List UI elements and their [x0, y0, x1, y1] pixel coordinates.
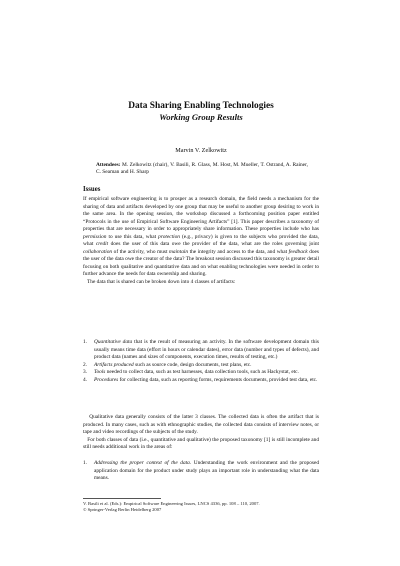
p1-text-h: The data that is shared can be broken down into 4 classes of artifacts:: [87, 279, 236, 286]
attendees-list: M. Zelkowitz (chair), V. Basili, R. Glass, M. Host, M. Mueller, T. Ostrand, A. Rainer, C. Seaman and H. Sharp: [96, 162, 308, 176]
list-number: 1.: [83, 339, 88, 345]
p1-text-e: of the activity, who must: [112, 248, 170, 255]
p1-text-f: the integrity and access to the data, and what: [188, 248, 289, 255]
list-term: Artifacts produced: [94, 361, 134, 368]
p2-text-a: Qualitative data generally consists of the latter 3 classes. The collected data is often the artifact that is produced. In many cases, such as with ethnographic studies, the collected data consists of interview notes, or tape and video recordings of the subjects of the study.: [83, 414, 319, 436]
list-text: such as source code, design documents, test plans, etc.: [133, 361, 252, 368]
p1-text-g: does the user of the data owe the creator of the data? The breakout session discussed this taxonomy is greater detail focusing on both qualitative and quantitative data and on what enabling technologies were needed in order to further advance the needs for data ownership and sharing.: [83, 248, 319, 278]
list-term: Procedures: [94, 376, 119, 383]
p1-text-d: does the user of this data owe the provider of the data, what are the roles governing joint: [108, 241, 320, 248]
list-item: [83, 377, 319, 385]
list-term: Tools: [94, 369, 106, 376]
p1-term-permission: permission: [83, 233, 107, 240]
artifact-classes-list: [83, 339, 319, 384]
p1-text-a: If empirical software engineering is to prosper as a research domain, the field needs a mechanism for the sharing of data and artifacts developed by one group that may be useful to another group desiring to work in the same area. In the opening session, the workshop discussed a forthcoming position paper entitled “Protocols in the use of Empirical Software Engineering Artifacts” [1]. This paper describes a taxonomy of properties that are necessary in order to appropriately share information. These properties include who has: [83, 196, 319, 233]
list-text: for collecting data, such as reporting forms, requirements documents, provided test data, etc.: [118, 376, 318, 383]
issues-paragraph-2: [83, 414, 319, 452]
list-text: that is the result of measuring an activity. In the software development domain this usually means time data (effort in hours or calendar dates), error data (number and types of defects), and product data (names and sizes of components, execution times, results of testing, etc.): [94, 339, 319, 361]
list-term: Quantitative data: [94, 339, 133, 345]
taxonomy-areas-list: [83, 460, 319, 483]
p1-term-protection: protection: [158, 233, 180, 240]
p1-term-feedback: feedback: [288, 248, 308, 255]
list-text: needed to collect data, such as test harnesses, data collection tools, such as Hackystat, etc.: [105, 369, 299, 376]
p1-term-collaboration: collaboration: [83, 248, 113, 255]
list-number: 4.: [83, 376, 88, 383]
list-number: 1.: [83, 460, 88, 466]
list-text: Understanding the work environment and the proposed application domain for the product under study plays an important role in understanding what the data means.: [94, 460, 319, 482]
paper-title: Data Sharing Enabling Technologies: [128, 101, 274, 111]
p1-term-credit: credit: [95, 241, 109, 248]
footnote-divider: [83, 498, 161, 499]
p1-term-maintain: maintain: [169, 248, 189, 255]
section-heading-issues: Issues: [83, 186, 101, 193]
footer-copyright: © Springer-Verlag Berlin Heidelberg 2007: [83, 507, 162, 512]
issues-paragraph-1: [83, 196, 319, 287]
list-item: [83, 339, 319, 362]
attendees-label: Attendees:: [96, 162, 121, 168]
attendees-line: [96, 162, 308, 176]
list-item: [83, 362, 319, 370]
list-number: 2.: [83, 361, 88, 368]
footer-citation: V. Basili et al. (Eds.): Empirical Software Engineering Issues, LNCS 4336, pp. 108 – 110, 2007.: [83, 501, 260, 506]
author-name: Marvin V. Zelkowitz: [175, 147, 227, 154]
list-number: 3.: [83, 369, 88, 376]
paper-subtitle: Working Group Results: [159, 112, 243, 122]
p1-text-c: (e.g., privacy) is given to the subjects who provided the data, what: [83, 233, 319, 248]
p1-text-b: to use this data, what: [106, 233, 159, 240]
list-item: [83, 369, 319, 377]
page-footer: [83, 501, 319, 513]
list-term: Addressing the proper context of the data.: [94, 460, 192, 466]
p2-text-b: For both classes of data (i.e., quantitative and qualitative) the proposed taxonomy [1] is still incomplete and still needs additional work in the areas of:: [83, 436, 319, 451]
list-item: [83, 460, 319, 483]
